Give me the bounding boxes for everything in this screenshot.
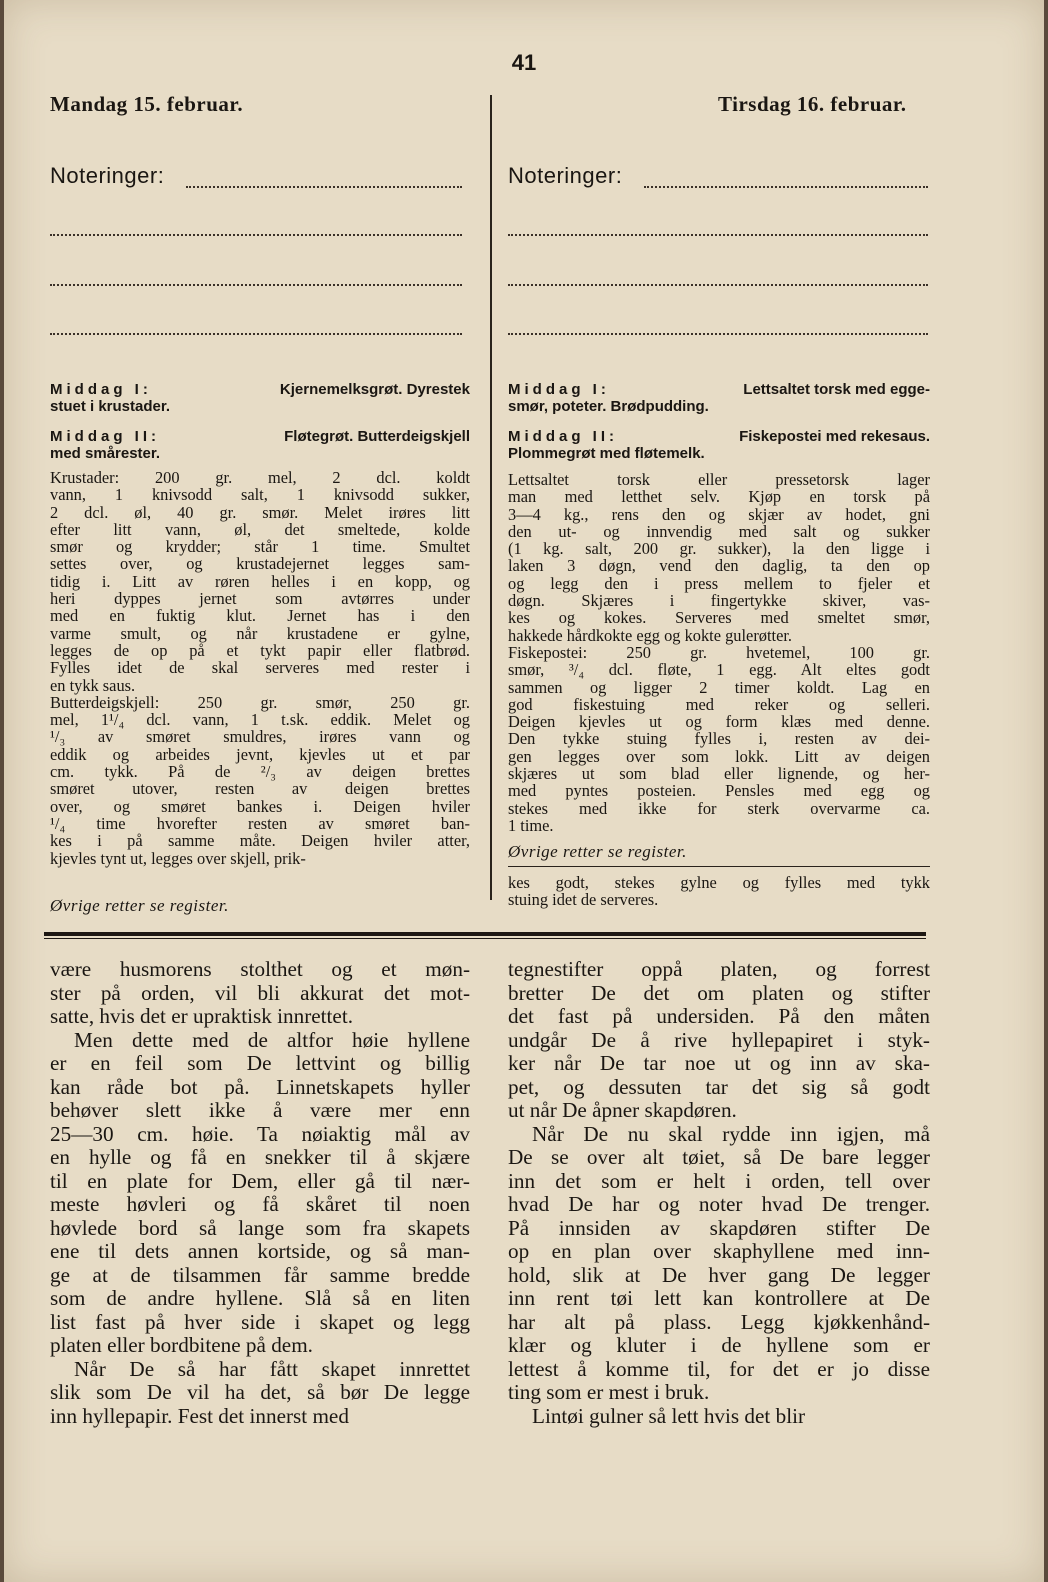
text-line: over, og smøret bankes i. Deigen hviler: [50, 796, 470, 816]
text-line: stekes med ikke for sterk overvarme ca.: [508, 798, 930, 818]
text-line: Men dette med de altfor høie hyllene: [74, 1027, 470, 1052]
notes-label-right: Noteringer:: [508, 163, 623, 188]
text-line: ene til dets annen kortside, og så man-: [50, 1239, 470, 1263]
notes-line[interactable]: [50, 234, 462, 236]
day-heading-tuesday: Tirsdag 16. februar.: [718, 92, 907, 116]
text-line: eddik og arbeides jevnt, kjevles ut et par: [50, 744, 470, 764]
recipe-continuation: [508, 874, 930, 909]
meal-two-right: [508, 428, 930, 462]
text-line: På innsiden av skapdøren stifter De: [508, 1215, 930, 1240]
text-line: undgår De å rive hyllepapiret i styk-: [508, 1027, 930, 1052]
text-line: smør og krydder; står 1 time. Smultet: [50, 537, 470, 557]
meal-text: med smårester.: [50, 445, 161, 462]
text-line: være husmorens stolthet og et møn-: [50, 957, 470, 981]
text-line: 3—4 kg., rens den og skjær av hodet, gni: [508, 504, 930, 524]
text-line: varme smult, og når krustadene er gylne,: [50, 623, 470, 643]
see-register-note-right: Øvrige retter se register.: [508, 842, 687, 861]
section-divider: [44, 932, 926, 936]
text-line: 2 dcl. øl, 40 gr. smør. Melet irøres litt: [50, 502, 470, 522]
notes-line[interactable]: [50, 284, 462, 286]
text-line: kes i på samme måte. Deigen hviler atter,: [50, 831, 470, 851]
text-line: og legg den i press mellem to fjeler et: [508, 573, 930, 593]
text-line: god fiskestuing med reker og selleri.: [508, 694, 930, 714]
text-line: (1 kg. salt, 200 gr. sukker), la den ligge i: [508, 539, 930, 559]
text-line: Fylles idet de skal serveres med rester i: [50, 658, 470, 678]
text-line: til en plate for Dem, eller gå til nær-: [50, 1168, 470, 1193]
text-line: mel, 1¹/₄ dcl. vann, 1 t.sk. eddik. Melet og: [50, 710, 470, 730]
text-line: meste høvleri og få skåret til noen: [50, 1192, 470, 1216]
meal-text: Fløtegrøt. Butterdeigskjell: [284, 428, 470, 445]
text-line: inn hyllepapir. Fest det innerst med: [50, 1403, 349, 1428]
meal-text: smør, poteter. Brødpudding.: [508, 398, 709, 415]
notes-line[interactable]: [644, 186, 928, 188]
text-line: slik som De vil ha det, så bør De legge: [50, 1380, 470, 1404]
text-line: Deigen kjevles ut og form klæs med denne.: [508, 712, 930, 732]
text-line: smør, ³/₄ dcl. fløte, 1 egg. Alt eltes godt: [508, 660, 930, 680]
text-line: det fast på undersiden. På den måten: [508, 1004, 930, 1028]
text-line: Når De nu skal rydde inn igjen, må: [532, 1121, 930, 1146]
text-line: har alt på plass. Legg kjøkkenhånd-: [508, 1309, 930, 1334]
text-line: tegnestifter oppå platen, og forrest: [508, 957, 930, 981]
text-line: lettest å komme til, for det er jo disse: [508, 1356, 930, 1381]
meal-label: Middag I:: [508, 381, 610, 398]
text-line: skjæres ut som blad eller lignende, og her-: [508, 764, 930, 784]
text-line: 25—30 cm. høie. Ta nøiaktig mål av: [50, 1121, 470, 1146]
notes-label-left: Noteringer:: [50, 163, 165, 188]
text-line: Den tykke stuing fylles i, resten av dei-: [508, 729, 930, 749]
text-line: ster på orden, vil bli akkurat det mot-: [50, 980, 470, 1005]
section-divider-thin: [44, 938, 926, 939]
text-line: en hylle og få en snekker til å skjære: [50, 1145, 470, 1169]
recipe-text-left: [50, 469, 470, 867]
text-line: ge at de tilsammen får samme bredde: [50, 1262, 470, 1287]
text-line: Krustader: 200 gr. mel, 2 dcl. koldt: [50, 468, 470, 487]
see-register-note-left: Øvrige retter se register.: [50, 896, 229, 915]
text-line: list fast på hver side i skapet og legg: [50, 1309, 470, 1334]
text-line: inn rent tøi lett kan kontrollere at De: [508, 1286, 930, 1310]
text-line: hakkede hårdkokte egg og kokte gulerøtter.: [508, 625, 793, 645]
text-line: bretter De det om platen og stifter: [508, 980, 930, 1005]
text-line: Når De så har fått skapet innrettet: [74, 1356, 470, 1381]
recipe-text-right: [508, 471, 930, 834]
text-line: settes over, og krustadejernet legges sam-: [50, 554, 470, 574]
meal-text: stuet i krustader.: [50, 398, 171, 415]
meal-text: Fiskepostei med rekesaus.: [739, 428, 930, 445]
text-line: op en plan over skaphyllene med inn-: [508, 1239, 930, 1263]
text-line: stuing idet de serveres.: [508, 890, 659, 910]
text-line: kes og kokes. Serveres med smeltet smør,: [508, 608, 930, 628]
notes-line[interactable]: [508, 234, 928, 236]
text-line: er en feil som De lettvint og billig: [50, 1051, 470, 1075]
page-number: 41: [511, 50, 537, 75]
text-line: ¹/₃ av smøret smuldres, irøres vann og: [50, 727, 470, 747]
text-line: kan råde bot på. Linnetskapets hyller: [50, 1074, 470, 1099]
text-line: kjevles tynt ut, legges over skjell, prik-: [50, 848, 306, 868]
text-line: Lettsaltet torsk eller pressetorsk lager: [508, 470, 930, 489]
text-line: smøret utover, resten av deigen brettes: [50, 779, 470, 799]
article-column-left: [50, 958, 470, 1428]
text-line: legges de op på et tykt papir eller flatbrød.: [50, 640, 470, 660]
meal-one-left: [50, 381, 470, 415]
text-line: Butterdeigskjell: 250 gr. smør, 250 gr.: [50, 692, 470, 712]
text-line: hvad De har og noter hvad De trenger.: [508, 1192, 930, 1216]
text-line: den ut- og innvendig med salt og sukker: [508, 521, 930, 541]
text-line: platen eller bordbitene på dem.: [50, 1333, 313, 1357]
meal-label: Middag II:: [508, 428, 618, 445]
text-line: tidig i. Litt av røren helles i en kopp, og: [50, 571, 470, 591]
text-line: kes godt, stekes gylne og fylles med tykk: [508, 873, 930, 892]
text-line: ting som er mest i bruk.: [508, 1380, 710, 1404]
text-line: satte, hvis det er upraktisk innrettet.: [50, 1004, 354, 1028]
meal-label: Middag II:: [50, 428, 160, 445]
text-line: inn det som er helt i orden, tell over: [508, 1168, 930, 1193]
continuation-rule: [508, 866, 930, 867]
notes-line[interactable]: [508, 284, 928, 286]
notes-line[interactable]: [186, 186, 462, 188]
text-line: cm. tykk. På de ²/₃ av deigen brettes: [50, 762, 470, 782]
text-line: De se over alt tøiet, så De bare legger: [508, 1145, 930, 1169]
text-line: heri dyppes jernet som avtørres under: [50, 589, 470, 609]
text-line: klær og kluter i de hyllene som er: [508, 1333, 930, 1357]
column-divider: [490, 95, 492, 900]
text-line: pet, og dessuten tar det sig så godt: [508, 1074, 930, 1099]
text-line: 1 time.: [508, 815, 554, 835]
meal-text: Plommegrøt med fløtemelk.: [508, 445, 705, 462]
text-line: døgn. Skjæres i fingertykke skiver, vas-: [508, 591, 930, 611]
text-line: med en fuktig klut. Jernet has i den: [50, 606, 470, 626]
meal-text: Kjernemelksgrøt. Dyrestek: [279, 381, 470, 398]
meal-label: Middag I:: [50, 381, 152, 398]
text-line: behøver slett ikke å være mer enn: [50, 1098, 470, 1122]
text-line: en tykk saus.: [50, 675, 136, 695]
article-column-right: [508, 958, 930, 1428]
text-line: sammen og ligger 2 timer koldt. Lag en: [508, 677, 930, 697]
text-line: som de andre hyllene. Slå så en liten: [50, 1286, 470, 1310]
day-heading-monday: Mandag 15. februar.: [50, 92, 244, 116]
text-line: man med letthet selv. Kjøp en torsk på: [508, 487, 930, 507]
text-line: Fiskepostei: 250 gr. hvetemel, 100 gr.: [508, 642, 930, 662]
text-line: høvlede bord så lange som fra skapets: [50, 1215, 470, 1240]
notes-line[interactable]: [50, 333, 462, 335]
text-line: laken 3 døgn, vend den daglig, ta den op: [508, 556, 930, 576]
notes-line[interactable]: [508, 333, 928, 335]
meal-two-left: [50, 428, 470, 462]
text-line: med pyntes posteien. Pensles med egg og: [508, 781, 930, 801]
text-line: Lintøi gulner så lett hvis det blir: [532, 1403, 806, 1428]
text-line: efter litt vann, øl, det smeltede, kolde: [50, 519, 470, 539]
meal-one-right: [508, 381, 930, 415]
text-line: gen legges over som lokk. Litt av deigen: [508, 746, 930, 766]
text-line: vann, 1 knivsodd salt, 1 knivsodd sukker,: [50, 485, 470, 505]
book-page: [4, 0, 1044, 1582]
text-line: ker når De tar noe ut og inn av ska-: [508, 1051, 930, 1075]
meal-text: Lettsaltet torsk med egge-: [743, 381, 930, 398]
text-line: ut når De åpner skapdøren.: [508, 1098, 737, 1122]
text-line: hold, slik at De hver gang De legger: [508, 1262, 930, 1287]
text-line: ¹/₄ time hvorefter resten av smøret ban-: [50, 813, 470, 833]
